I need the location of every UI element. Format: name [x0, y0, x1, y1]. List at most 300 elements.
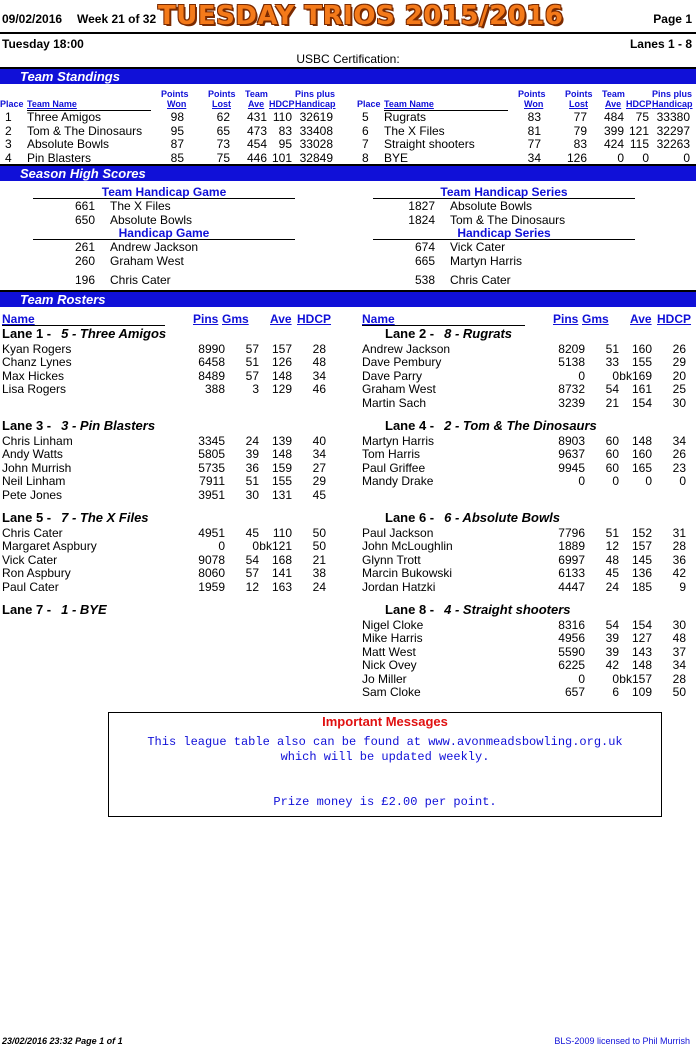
player-hdcp: 50 [672, 685, 686, 699]
standing-won: 85 [170, 150, 184, 165]
col-ave: Ave [630, 312, 652, 326]
high-score-name: Absolute Bowls [110, 212, 193, 227]
col-place: Place [357, 99, 381, 109]
certification: USBC Certification: [296, 52, 400, 66]
standing-place: 8 [362, 150, 369, 165]
player-hdcp: 42 [672, 566, 686, 581]
col-pins-plus: Pins plus [652, 89, 693, 99]
player-gms: 12 [605, 539, 619, 554]
player-gms: 33 [605, 355, 619, 370]
player-name: Lisa Rogers [2, 382, 67, 397]
player-hdcp: 28 [672, 539, 686, 554]
player-hdcp: 21 [312, 552, 326, 567]
report-date: 09/02/2016 [2, 12, 63, 26]
player-name: Martin Sach [362, 395, 427, 410]
high-score-value: 650 [74, 212, 95, 227]
player-pins: 0 [578, 671, 585, 686]
high-score-value: 196 [74, 273, 95, 287]
standing-team: Three Amigos [27, 110, 102, 124]
col-team-ave: Ave [605, 99, 622, 109]
player-gms: 54 [605, 382, 619, 397]
player-ave: 109 [631, 685, 652, 699]
player-gms: 54 [605, 618, 619, 632]
messages-title: Important Messages [322, 714, 448, 729]
standing-team: Absolute Bowls [27, 137, 110, 151]
team-label: 1 - BYE [61, 602, 107, 617]
player-pins: 3345 [198, 434, 225, 448]
player-name: John Murrish [2, 460, 72, 475]
player-gms: 42 [605, 658, 619, 673]
high-score-value: 661 [74, 199, 95, 213]
col-pins-plus: Pins plus [295, 89, 336, 99]
high-score-heading: Team Handicap Game [101, 185, 227, 199]
high-score-value: 665 [414, 253, 435, 268]
message-line: This league table also can be found at www.avonmeadsbowling.org.uk [147, 735, 623, 749]
standing-lost: 79 [573, 123, 587, 138]
team-label: 2 - Tom & The Dinosaurs [444, 418, 597, 433]
lane-team-title [385, 418, 597, 433]
col-place: Place [0, 99, 24, 109]
footer-license: BLS-2009 licensed to Phil Murrish [554, 1036, 690, 1046]
player-ave: 168 [271, 552, 292, 567]
standing-team: Straight shooters [384, 137, 475, 151]
player-ave: 127 [631, 631, 652, 646]
standing-pins: 32263 [656, 137, 690, 151]
section-title: Team Standings [20, 69, 120, 84]
lane-label: Lane 2 - [385, 326, 435, 341]
standing-won: 83 [527, 110, 541, 124]
player-ave: bk157 [619, 671, 652, 686]
player-pins: 657 [564, 685, 585, 699]
col-hdcp: HDCP [657, 312, 692, 326]
player-ave: 145 [631, 552, 652, 567]
player-pins: 0 [218, 539, 225, 554]
player-name: Jo Miller [362, 671, 407, 686]
team-label: 6 - Absolute Bowls [444, 510, 560, 525]
player-pins: 8489 [198, 368, 225, 383]
player-pins: 6458 [198, 355, 225, 370]
standing-hdcp: 110 [272, 110, 292, 124]
player-gms: 21 [605, 395, 619, 410]
player-gms: 36 [245, 460, 259, 475]
player-gms: 57 [245, 368, 259, 383]
high-score-name: Tom & The Dinosaurs [450, 212, 566, 227]
high-score-heading: Team Handicap Series [440, 185, 568, 199]
player-hdcp: 48 [672, 631, 686, 646]
high-score-heading: Handicap Game [118, 226, 210, 240]
player-gms: 0 [612, 474, 619, 489]
player-gms: 0 [612, 671, 619, 686]
col-pins: Pins [193, 312, 219, 326]
lane-team-title [2, 510, 149, 525]
player-hdcp: 27 [312, 460, 326, 475]
team-label: 3 - Pin Blasters [61, 418, 156, 433]
player-name: Neil Linham [2, 474, 66, 489]
player-gms: 51 [605, 342, 619, 356]
player-hdcp: 48 [312, 355, 326, 370]
player-hdcp: 50 [312, 539, 326, 554]
player-hdcp: 50 [312, 526, 326, 540]
lane-label: Lane 5 - [2, 510, 52, 525]
standing-ave: 0 [617, 150, 624, 165]
lane-label: Lane 8 - [385, 602, 435, 617]
standing-team: Tom & The Dinosaurs [27, 123, 143, 138]
player-name: Dave Pembury [362, 355, 442, 370]
player-name: Graham West [362, 382, 436, 397]
player-ave: 157 [271, 342, 292, 356]
player-ave: 163 [271, 579, 292, 594]
page-number: Page 1 [653, 12, 692, 26]
standing-hdcp: 83 [278, 123, 292, 138]
col-points-won: Won [167, 99, 187, 109]
standing-pins: 33408 [299, 123, 333, 138]
player-pins: 7911 [199, 474, 225, 489]
player-ave: 152 [631, 526, 652, 540]
player-gms: 3 [252, 382, 259, 397]
col-hdcp: HDCP [626, 99, 652, 109]
standing-ave: 473 [246, 123, 267, 138]
player-pins: 1889 [558, 539, 585, 554]
player-ave: bk169 [619, 368, 652, 383]
lane-label: Lane 4 - [385, 418, 435, 433]
standing-won: 87 [170, 137, 184, 151]
player-ave: 185 [631, 579, 652, 594]
col-team-ave: Ave [248, 99, 265, 109]
team-label: 8 - Rugrats [444, 326, 513, 341]
standing-hdcp: 95 [278, 137, 292, 151]
player-pins: 8903 [558, 434, 585, 448]
player-name: Kyan Rogers [2, 342, 72, 356]
high-score-heading: Handicap Series [457, 226, 551, 240]
standing-won: 77 [527, 137, 541, 151]
player-name: Chris Linham [2, 434, 73, 448]
player-pins: 6225 [558, 658, 585, 673]
player-ave: 155 [271, 474, 292, 489]
player-pins: 5805 [198, 447, 225, 462]
col-points-won: Points [161, 89, 189, 99]
high-score-name: Vick Cater [450, 240, 506, 254]
player-ave: 160 [631, 447, 652, 462]
player-gms: 24 [245, 434, 259, 448]
player-name: Nigel Cloke [362, 618, 424, 632]
player-name: Paul Griffee [362, 460, 426, 475]
message-line: Prize money is £2.00 per point. [273, 795, 497, 809]
standing-pins: 33380 [656, 110, 690, 124]
high-score-name: Andrew Jackson [110, 240, 199, 254]
col-name: Name [2, 312, 35, 326]
player-name: Glynn Trott [362, 552, 421, 567]
high-score-name: Graham West [110, 253, 184, 268]
high-score-name: Chris Cater [110, 273, 171, 287]
standing-ave: 484 [603, 110, 624, 124]
high-score-value: 261 [74, 240, 95, 254]
player-hdcp: 34 [312, 447, 326, 462]
player-ave: 0 [645, 474, 652, 489]
player-name: John McLoughlin [362, 539, 453, 554]
standing-pins: 33028 [299, 137, 333, 151]
player-pins: 6133 [558, 566, 585, 581]
player-gms: 0 [612, 368, 619, 383]
section-title: Team Rosters [20, 292, 106, 307]
player-pins: 9078 [198, 552, 225, 567]
player-hdcp: 29 [312, 474, 326, 489]
col-ave: Ave [270, 312, 292, 326]
player-gms: 39 [605, 644, 619, 659]
standing-lost: 62 [216, 110, 230, 124]
col-points-lost: Lost [569, 99, 588, 109]
player-name: Marcin Bukowski [362, 566, 453, 581]
player-hdcp: 0 [679, 474, 686, 489]
col-hdcp: HDCP [269, 99, 295, 109]
standing-place: 7 [362, 137, 369, 151]
standing-team: Pin Blasters [27, 150, 92, 165]
player-hdcp: 29 [672, 355, 686, 370]
player-ave: 148 [631, 658, 652, 673]
player-gms: 45 [245, 526, 259, 540]
player-hdcp: 46 [312, 382, 326, 397]
high-score-value: 260 [74, 253, 95, 268]
player-ave: 165 [631, 460, 652, 475]
player-ave: 154 [631, 618, 652, 632]
player-hdcp: 38 [312, 566, 326, 581]
standing-pins: 32849 [299, 150, 333, 165]
standing-hdcp: 0 [642, 150, 649, 165]
standing-place: 3 [5, 137, 12, 151]
player-hdcp: 28 [312, 342, 326, 356]
standing-won: 95 [170, 123, 184, 138]
player-gms: 6 [612, 685, 619, 699]
team-label: 5 - Three Amigos [61, 326, 167, 341]
player-name: Martyn Harris [362, 434, 435, 448]
player-hdcp: 34 [672, 434, 686, 448]
player-ave: 126 [271, 355, 292, 370]
message-line: which will be updated weekly. [280, 750, 490, 764]
footer-timestamp: 23/02/2016 23:32 Page 1 of 1 [2, 1036, 123, 1046]
col-team-ave: Team [602, 89, 625, 99]
lane-label: Lane 7 - [2, 602, 52, 617]
player-ave: bk121 [259, 539, 292, 554]
standing-lost: 75 [216, 150, 230, 165]
player-hdcp: 26 [672, 447, 686, 462]
player-name: Max Hickes [2, 368, 65, 383]
high-score-value: 1827 [408, 199, 435, 213]
player-hdcp: 40 [312, 434, 326, 448]
player-name: Matt West [362, 644, 416, 659]
player-pins: 4447 [558, 579, 585, 594]
lane-team-title [2, 602, 107, 617]
player-pins: 388 [204, 382, 225, 397]
lane-team-title [385, 602, 571, 617]
player-ave: 148 [631, 434, 652, 448]
col-gms: Gms [222, 312, 249, 326]
lane-label: Lane 6 - [385, 510, 435, 525]
player-pins: 8060 [198, 566, 225, 581]
player-ave: 141 [271, 566, 292, 581]
high-score-name: Absolute Bowls [450, 199, 533, 213]
team-label: 7 - The X Files [61, 510, 149, 525]
lane-team-title [385, 326, 512, 341]
player-gms: 51 [245, 474, 259, 489]
standing-pins: 32297 [656, 123, 690, 138]
player-hdcp: 30 [672, 618, 686, 632]
standing-team: BYE [384, 150, 409, 165]
player-gms: 48 [605, 552, 619, 567]
player-name: Andy Watts [2, 447, 63, 462]
player-gms: 51 [605, 526, 619, 540]
player-gms: 57 [245, 566, 259, 581]
player-gms: 39 [605, 631, 619, 646]
player-gms: 12 [245, 579, 259, 594]
player-ave: 143 [631, 644, 652, 659]
player-hdcp: 9 [679, 579, 686, 594]
player-name: Margaret Aspbury [2, 539, 97, 554]
col-pins-plus: Handicap [295, 99, 336, 109]
player-pins: 0 [578, 474, 585, 489]
player-name: Paul Jackson [362, 526, 434, 540]
player-hdcp: 34 [312, 368, 326, 383]
high-score-value: 674 [414, 240, 435, 254]
col-pins: Pins [553, 312, 579, 326]
lanes-range: Lanes 1 - 8 [629, 37, 692, 51]
standing-place: 6 [362, 123, 369, 138]
high-score-name: Martyn Harris [450, 253, 523, 268]
player-name: Nick Ovey [362, 658, 417, 673]
player-name: Pete Jones [2, 487, 63, 502]
week-label: Week 21 of 32 [77, 12, 157, 26]
player-gms: 57 [245, 342, 259, 356]
league-title: TUESDAY TRIOS 2015/2016 [158, 1, 564, 31]
player-pins: 8316 [558, 618, 585, 632]
player-pins: 5138 [558, 355, 585, 370]
section-team-standings [0, 67, 696, 84]
player-pins: 9945 [558, 460, 585, 475]
player-pins: 0 [578, 368, 585, 383]
player-gms: 54 [245, 552, 259, 567]
player-hdcp: 28 [672, 671, 686, 686]
player-ave: 148 [271, 447, 292, 462]
section-team-rosters [0, 290, 696, 307]
lane-team-title [2, 326, 166, 341]
player-gms: 24 [605, 579, 619, 594]
player-pins: 4956 [558, 631, 585, 646]
player-hdcp: 24 [312, 579, 326, 594]
player-ave: 160 [631, 342, 652, 356]
player-pins: 7796 [558, 526, 585, 540]
high-score-name: Chris Cater [450, 273, 511, 287]
player-gms: 60 [605, 460, 619, 475]
col-team-ave: Team [245, 89, 268, 99]
col-points-won: Points [518, 89, 546, 99]
player-ave: 139 [271, 434, 292, 448]
standing-hdcp: 101 [271, 150, 292, 165]
important-messages-box [108, 712, 662, 817]
standing-pins: 32619 [299, 110, 333, 124]
player-ave: 161 [631, 382, 652, 397]
lane-label: Lane 1 - [2, 326, 52, 341]
player-name: Mike Harris [362, 631, 423, 646]
player-hdcp: 20 [672, 368, 686, 383]
standing-team: The X Files [384, 123, 445, 138]
player-hdcp: 37 [672, 644, 686, 659]
player-name: Tom Harris [362, 447, 421, 462]
col-team-name: Team Name [27, 99, 77, 109]
lane-team-title [385, 510, 560, 525]
player-pins: 3239 [558, 395, 585, 410]
player-gms: 0 [252, 539, 259, 554]
player-gms: 60 [605, 434, 619, 448]
col-points-lost: Points [565, 89, 593, 99]
header-divider [0, 32, 696, 34]
player-pins: 8990 [198, 342, 225, 356]
standing-lost: 73 [216, 137, 230, 151]
player-name: Mandy Drake [362, 474, 434, 489]
player-hdcp: 26 [672, 342, 686, 356]
player-hdcp: 31 [672, 526, 686, 540]
player-hdcp: 23 [672, 460, 686, 475]
standing-ave: 431 [246, 110, 267, 124]
section-title: Season High Scores [20, 166, 146, 181]
player-name: Chris Cater [2, 526, 63, 540]
player-gms: 45 [605, 566, 619, 581]
high-score-value: 1824 [408, 212, 435, 227]
player-ave: 131 [271, 487, 292, 502]
standing-ave: 424 [603, 137, 624, 151]
col-pins-plus: Handicap [652, 99, 693, 109]
player-name: Vick Cater [2, 552, 58, 567]
col-hdcp: HDCP [297, 312, 332, 326]
player-ave: 155 [631, 355, 652, 370]
player-ave: 136 [631, 566, 652, 581]
player-pins: 5590 [558, 644, 585, 659]
col-name: Name [362, 312, 395, 326]
player-pins: 1959 [198, 579, 225, 594]
col-points-lost: Points [208, 89, 236, 99]
section-high-scores [0, 164, 696, 181]
standing-lost: 77 [573, 110, 587, 124]
player-name: Sam Cloke [362, 685, 421, 699]
standing-won: 81 [527, 123, 541, 138]
player-ave: 154 [631, 395, 652, 410]
player-hdcp: 25 [672, 382, 686, 397]
player-pins: 9637 [558, 447, 585, 462]
player-gms: 30 [245, 487, 259, 502]
player-ave: 110 [272, 526, 292, 540]
standing-place: 5 [362, 110, 369, 124]
standing-ave: 446 [246, 150, 267, 165]
player-pins: 8209 [558, 342, 585, 356]
high-score-name: The X Files [110, 199, 171, 213]
player-pins: 4951 [198, 526, 225, 540]
standing-hdcp: 115 [629, 137, 649, 151]
high-score-value: 538 [414, 273, 435, 287]
player-ave: 148 [271, 368, 292, 383]
player-name: Dave Parry [362, 368, 423, 383]
standing-hdcp: 121 [628, 123, 649, 138]
standing-place: 1 [5, 110, 12, 124]
player-pins: 5735 [198, 460, 225, 475]
player-hdcp: 30 [672, 395, 686, 410]
col-gms: Gms [582, 312, 609, 326]
player-pins: 3951 [198, 487, 225, 502]
standing-place: 4 [5, 150, 12, 165]
standing-team: Rugrats [384, 110, 427, 124]
standing-hdcp: 75 [635, 110, 649, 124]
player-pins: 8732 [558, 382, 585, 397]
day-time: Tuesday 18:00 [2, 37, 84, 51]
player-name: Chanz Lynes [2, 355, 72, 370]
player-name: Jordan Hatzki [362, 579, 436, 594]
player-name: Andrew Jackson [362, 342, 451, 356]
